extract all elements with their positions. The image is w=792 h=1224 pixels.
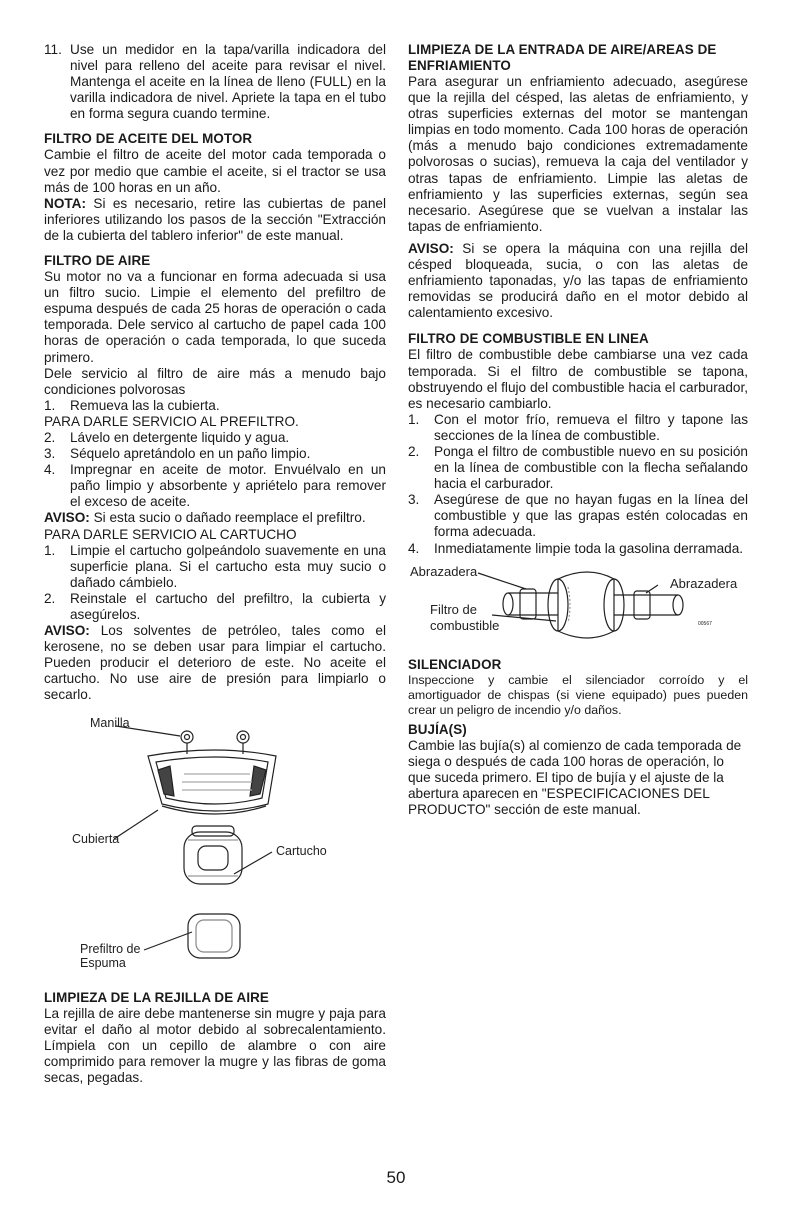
- list-text: Inmediatamente limpie toda la gasolina derramada.: [434, 540, 744, 556]
- list-number: 4.: [44, 462, 56, 478]
- list-text: Reinstale el cartucho del prefiltro, la cubierta y asegúrelos.: [70, 590, 386, 622]
- cartucho-label: Cartucho: [276, 843, 327, 858]
- intake-text: Para asegurar un enfriamiento adecuado, asegúrese que la rejilla del césped, las aletas de enfriamiento, y otras superficies externas del motor se mantengan limpias en todo momento. Cada 100 horas de operación (más a menudo bajo condiciones extremadamente polvorosas o sucias), remueva la caja del ventilador y otras tapas de enfriamiento. Limpie las aletas de enfriamiento y las superficies externas, según sea necesario. Asegúrese que se vuelvan a instalar las tapas de enfriamiento.: [408, 74, 748, 234]
- combustible-label: combustible: [430, 617, 500, 633]
- list-item: [408, 541, 748, 557]
- list-text: Limpie el cartucho golpeándolo suavemente en una superficie plana. Si el cartucho esta muy sucio o dañado cámbielo.: [70, 542, 386, 590]
- list-item: [44, 398, 386, 414]
- air-filter-figure: [44, 714, 386, 976]
- left-column: [44, 42, 386, 1086]
- list-item: [408, 492, 748, 540]
- filtro-label: Filtro de: [430, 601, 477, 617]
- list-item: [44, 543, 386, 591]
- cubierta-label: Cubierta: [72, 831, 120, 846]
- abrazadera-left-label: Abrazadera: [410, 563, 478, 579]
- note-label: NOTA:: [44, 195, 87, 211]
- warning-text: Si esta sucio o dañado reemplace el prefiltro.: [93, 510, 366, 526]
- intake-warning: [408, 241, 748, 321]
- list-text: Con el motor frío, remueva el filtro y tapone las secciones de la línea de combustible.: [434, 411, 748, 443]
- abrazadera-right-label: Abrazadera: [670, 575, 738, 591]
- warning-text: Los solventes de petróleo, tales como el kerosene, no se deben usar para limpiar el cartucho. Pueden producir el deterioro de este. No aceite el cartucho. No use aire de presión para limpiarlo o secarlo.: [44, 623, 386, 703]
- list-item: [44, 591, 386, 623]
- list-text: Lávelo en detergente liquido y agua.: [70, 429, 290, 445]
- list-text: Asegúrese de que no hayan fugas en la línea del combustible y que las grapas estén colocadas en forma adecuada.: [434, 492, 748, 540]
- fuel-filter-text: El filtro de combustible debe cambiarse una vez cada temporada. Si el filtro de combustible se tapona, obstruyendo el flujo del combustible hacia el carburador, es necesario cambiarlo.: [408, 347, 748, 411]
- list-number: 1.: [44, 542, 56, 558]
- figure-code: 00567: [698, 620, 712, 627]
- cartridge-heading: PARA DARLE SERVICIO AL CARTUCHO: [44, 526, 297, 542]
- air-filter-p2: Dele servicio al filtro de aire más a menudo bajo condiciones polvorosas: [44, 365, 386, 397]
- list-text: Remueva las la cubierta.: [70, 397, 220, 413]
- list-text: Use un medidor en la tapa/varilla indicadora del nivel para relleno del aceite para revisar el nivel. Mantenga el aceite en la línea de lleno (FULL) en la varilla indicadora de nivel. Apriete la tapa en el tubo en forma segura cuando termine.: [70, 42, 386, 122]
- list-number: 2.: [44, 590, 56, 606]
- spark-heading: BUJÍA(S): [408, 721, 467, 737]
- fuel-filter-figure: [408, 565, 748, 647]
- screen-heading: LIMPIEZA DE LA REJILLA DE AIRE: [44, 989, 269, 1005]
- prefiltro-label: Prefiltro de: [80, 941, 141, 956]
- page-number: 50: [386, 1168, 406, 1187]
- spark-text: Cambie las bujía(s) al comienzo de cada temporada de siega o después de cada 100 horas de operación, lo que suceda primero. El tipo de bujía y el ajuste de la abertura aparecen en "ESPECIFICACIONES DEL PRODUCTO" sección de este manual.: [408, 737, 742, 817]
- list-number: 1.: [44, 397, 56, 413]
- prefilter-heading: PARA DARLE SERVICIO AL PREFILTRO.: [44, 413, 299, 429]
- muffler-heading: SILENCIADOR: [408, 656, 502, 672]
- list-number: 3.: [408, 492, 420, 508]
- warning-label: AVISO:: [44, 510, 90, 526]
- warning-1: [44, 510, 386, 526]
- list-number: 2.: [44, 429, 56, 445]
- list-item: [408, 444, 748, 492]
- fuel-filter-heading: FILTRO DE COMBUSTIBLE EN LINEA: [408, 331, 649, 347]
- list-item: [408, 412, 748, 444]
- list-item: [44, 446, 386, 462]
- oil-filter-text: Cambie el filtro de aceite del motor cada temporada o vez por medio que cambie el aceite, si el tractor se usa más de 100 horas en un año.: [44, 147, 386, 195]
- list-item: [44, 42, 386, 122]
- warning-2: [44, 623, 386, 703]
- right-column: [408, 42, 748, 818]
- list-number: 3.: [44, 446, 56, 462]
- air-filter-p1: Su motor no va a funcionar en forma adecuada si usa un filtro sucio. Limpie el elemento del prefiltro de espuma después de cada 25 horas de operación o cada temporada. Dele servico al cartucho de papel cada 100 horas de operación o cada temporada, lo que suceda primero.: [44, 269, 386, 365]
- manilla-label: Manilla: [90, 715, 130, 730]
- warning-label: AVISO:: [408, 240, 454, 256]
- list-number: 2.: [408, 443, 420, 459]
- list-text: Impregnar en aceite de motor. Envuélvalo en un paño limpio y absorbente y apriételo para remover el exceso de aceite.: [70, 462, 386, 510]
- oil-filter-heading: FILTRO DE ACEITE DEL MOTOR: [44, 131, 253, 147]
- screen-text: La rejilla de aire debe mantenerse sin mugre y paja para evitar el daño al motor debido al sobrecalentamiento. Límpiela con un cepillo de alambre o con aire comprimido para remover la mugre y las fibras de goma secas, pegadas.: [44, 1005, 386, 1085]
- list-item: [44, 430, 386, 446]
- list-text: Ponga el filtro de combustible nuevo en su posición en la línea de combustible con la flecha señalando hacia el carburador.: [434, 443, 748, 492]
- list-number: 4.: [408, 540, 420, 556]
- list-text: Séquelo apretándolo en un paño limpio.: [70, 446, 311, 462]
- oil-filter-note: [44, 196, 386, 244]
- list-number: 11.: [44, 42, 62, 57]
- espuma-label: Espuma: [80, 955, 126, 970]
- list-number: 1.: [408, 411, 420, 427]
- air-filter-heading: FILTRO DE AIRE: [44, 253, 151, 269]
- muffler-text: Inspeccione y cambie el silenciador corroído y el amortiguador de chispas (si viene equipado) pues pueden crear un peligro de incendio y/o daños.: [408, 672, 748, 717]
- warning-label: AVISO:: [44, 623, 90, 639]
- warning-text: Si se opera la máquina con una rejilla del césped bloqueada, sucia, o con las aletas de enfriamiento taponadas, y/o las tapas de enfriamiento removidas se producirá daño en el motor debido al calentamiento excesivo.: [408, 240, 748, 321]
- list-item: [44, 462, 386, 510]
- note-text: Si es necesario, retire las cubiertas de panel inferiores utilizando los pasos de la sección "Extracción de la cubierta del tablero inferior" de este manual.: [44, 195, 386, 243]
- intake-heading: LIMPIEZA DE LA ENTRADA DE AIRE/AREAS DE ENFRIAMIENTO: [408, 42, 717, 73]
